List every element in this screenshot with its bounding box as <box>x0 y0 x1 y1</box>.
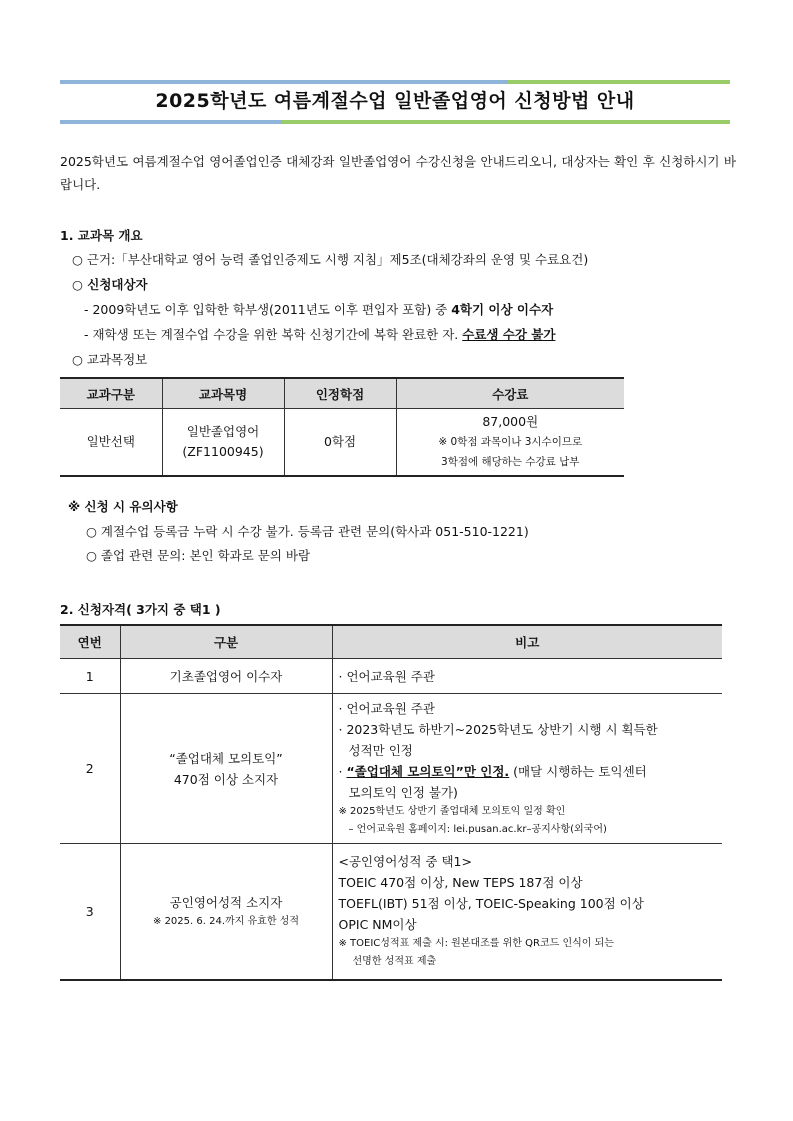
row-no: 2 <box>60 694 120 844</box>
target2-emphasis: 수료생 수강 불가 <box>462 327 556 342</box>
row-category-line-2: ※ 2025. 6. 24.까지 유효한 성적 <box>153 915 299 927</box>
target2-text: - 재학생 또는 계절수업 수강을 위한 복학 신청기간에 복학 완료한 자. <box>84 327 463 342</box>
header-remarks: 비고 <box>332 625 722 659</box>
table-row <box>60 659 722 694</box>
course-table <box>60 377 624 477</box>
course-fee: 87,000원 <box>482 414 539 429</box>
notes-item-2: ○ 졸업 관련 문의: 본인 학과로 문의 바람 <box>86 548 311 563</box>
header-fee: 수강료 <box>396 378 624 409</box>
remark-line: TOEFL(IBT) 51점 이상, TOEIC-Speaking 100점 이상 <box>338 896 644 912</box>
remark-text: (매달 시행하는 토익센터 <box>509 764 647 779</box>
course-code: (ZF1100945) <box>182 444 264 459</box>
table-row <box>60 409 624 477</box>
course-table-header <box>60 378 624 409</box>
target1-emphasis: 4학기 이상 이수자 <box>451 302 554 317</box>
row-no: 1 <box>60 659 120 694</box>
header-credit: 인정학점 <box>284 378 396 409</box>
remark-line: ※ TOEIC성적표 제출 시: 원본대조를 위한 QR코드 인식이 되는 <box>338 938 614 950</box>
title-bar-bottom-blue <box>60 120 282 124</box>
header-type: 교과구분 <box>60 378 162 409</box>
header-category: 구분 <box>120 625 332 659</box>
qualification-table-header <box>60 625 722 659</box>
remark-line: ※ 2025학년도 상반기 졸업대체 모의토익 일정 확인 <box>338 806 566 817</box>
page-title: 2025학년도 여름계절수업 일반졸업영어 신청방법 안내 <box>155 90 635 112</box>
remark-line: 모의토익 인정 불가) <box>348 785 458 800</box>
target-line-1 <box>84 300 553 318</box>
header-no: 연번 <box>60 625 120 659</box>
basis-text: ○ 근거:「부산대학교 영어 능력 졸업인증제도 시행 지침」제5조(대체강좌의 운영 및 수료요건) <box>72 252 589 267</box>
remark-line: 선명한 성적표 제출 <box>352 956 437 968</box>
row-remarks-cell <box>332 844 722 980</box>
title-bar-top-blue <box>60 80 508 84</box>
fee-note-2: 3학점에 해당하는 수강료 납부 <box>441 456 580 468</box>
remark-line: TOEIC 470점 이상, New TEPS 187점 이상 <box>338 875 583 891</box>
target-heading: ○ 신청대상자 <box>72 277 148 292</box>
remark-line: <공인영어성적 중 택1> <box>338 854 472 870</box>
remark-line: – 언어교육원 홈페이지: lei.pusan.ac.kr–공지사항(외국어) <box>348 824 607 835</box>
row-category-line-2: 470점 이상 소지자 <box>173 771 279 787</box>
section1-heading: 1. 교과목 개요 <box>60 228 143 243</box>
course-name-cell <box>162 409 284 477</box>
remark-line: 성적만 인정 <box>348 743 413 758</box>
section2-heading: 2. 신청자격( 3가지 중 택1 ) <box>60 602 221 617</box>
fee-note-1: ※ 0학점 과목이나 3시수이므로 <box>438 436 583 448</box>
row-no: 3 <box>60 844 120 980</box>
row-category-cell <box>120 844 332 980</box>
remark-emphasis: “졸업대체 모의토익”만 인정. <box>346 764 510 779</box>
remark-bullet: · <box>338 764 347 779</box>
row-category-line-1: 공인영어성적 소지자 <box>169 894 283 910</box>
target-line-2 <box>84 325 555 343</box>
title-bar-top-green <box>508 80 730 84</box>
course-fee-cell <box>396 409 624 477</box>
row-remarks: · 언어교육원 주관 <box>332 659 722 694</box>
course-name: 일반졸업영어 <box>186 424 260 439</box>
remark-line <box>339 761 722 782</box>
intro-text: 2025학년도 여름계절수업 영어졸업인증 대체강좌 일반졸업영어 수강신청을 안내드리오니, 대상자는 확인 후 신청하시기 바랍니다. <box>60 154 736 192</box>
row-category-cell <box>120 694 332 844</box>
notes-item-1: ○ 계절수업 등록금 누락 시 수강 불가. 등록금 관련 문의(학사과 051-510-1221) <box>86 524 529 539</box>
remark-line: · 2023학년도 하반기~2025학년도 상반기 시행 시 획득한 <box>338 722 658 737</box>
table-row <box>60 844 722 980</box>
remark-line: · 언어교육원 주관 <box>338 701 435 716</box>
row-category-line-1: “졸업대체 모의토익” <box>169 750 283 766</box>
course-info-label: ○ 교과목정보 <box>72 352 148 367</box>
course-credit: 0학점 <box>284 409 396 477</box>
qualification-table <box>60 624 722 981</box>
table-row <box>60 694 722 844</box>
row-remarks-cell <box>332 694 722 844</box>
title-bar-bottom-green <box>282 120 730 124</box>
target1-text: - 2009학년도 이후 입학한 학부생(2011년도 이후 편입자 포함) 중 <box>84 302 452 317</box>
header-name: 교과목명 <box>162 378 284 409</box>
row-category: 기초졸업영어 이수자 <box>120 659 332 694</box>
remark-line: OPIC NM이상 <box>338 917 417 933</box>
course-type: 일반선택 <box>86 434 135 449</box>
notes-heading: ※ 신청 시 유의사항 <box>68 499 178 514</box>
